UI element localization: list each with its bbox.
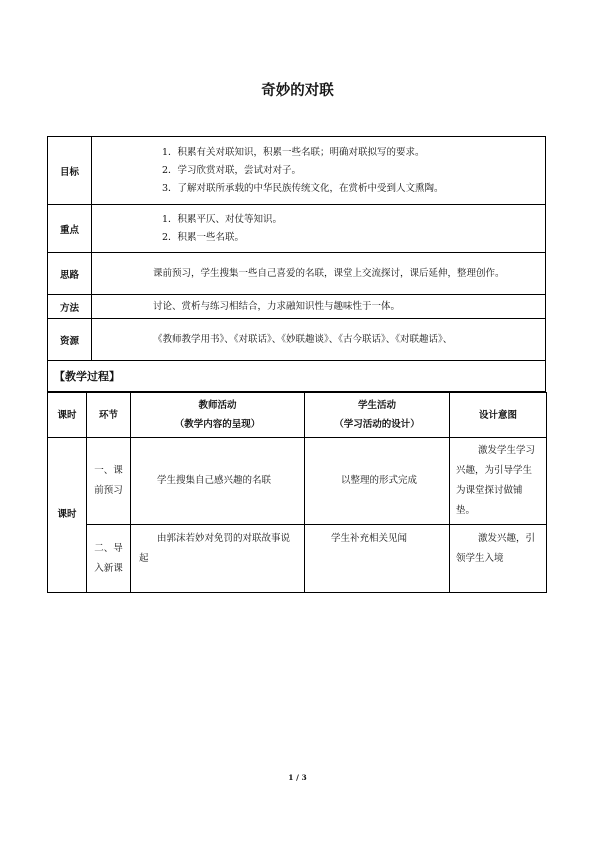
- stage-text: 二、导入新课: [94, 542, 123, 574]
- intent-cell: 激发兴趣，引领学生入境: [450, 525, 547, 593]
- intent-cell: 激发学生学习兴趣，为引导学生为课堂探讨做铺垫。: [450, 438, 547, 525]
- method-content: [92, 295, 546, 319]
- focus-label: 重点: [48, 205, 92, 253]
- teacher-cell: 由郭沫若妙对免罚的对联故事说起: [131, 525, 305, 593]
- student-cell: 学生补充相关见闻: [305, 525, 450, 593]
- stage-cell: [87, 438, 131, 525]
- resource-label: 资源: [48, 319, 92, 361]
- method-row: [48, 295, 546, 319]
- header-student-title: 学生活动: [357, 400, 396, 411]
- student-cell: 以整理的形式完成: [305, 438, 450, 525]
- header-teacher-title: 教师活动: [198, 400, 237, 411]
- header-period: 课时: [48, 393, 87, 438]
- header-student: [305, 393, 450, 438]
- method-label: 方法: [48, 295, 92, 319]
- focus-row: [48, 205, 546, 253]
- focus-item: 2．积累一些名联。: [162, 231, 245, 243]
- header-teacher-sub: （教学内容的呈现）: [174, 419, 261, 430]
- header-stage: 环节: [87, 393, 131, 438]
- process-section-title: 【教学过程】: [48, 361, 546, 392]
- goal-label: 目标: [48, 137, 92, 205]
- resource-row: [48, 319, 546, 361]
- teaching-process-table: [47, 392, 547, 593]
- header-intent: 设计意图: [450, 393, 547, 438]
- goal-content: [92, 137, 546, 205]
- period-cell: 课时: [48, 438, 87, 593]
- table-row: [48, 438, 547, 525]
- header-teacher: [131, 393, 305, 438]
- idea-label: 思路: [48, 253, 92, 295]
- idea-content: [92, 253, 546, 295]
- process-title-row: [48, 361, 546, 392]
- goal-item: 3．了解对联所承载的中华民族传统文化，在赏析中受到人文熏陶。: [162, 182, 444, 194]
- page-number: 1 / 3: [288, 773, 307, 782]
- resource-text: 《教师教学用书》、《对联话》、《妙联趣谈》、《古今联话》、《对联趣话》、: [153, 333, 453, 345]
- focus-item: 1．积累平仄、对仗等知识。: [162, 213, 283, 225]
- focus-content: [92, 205, 546, 253]
- idea-row: [48, 253, 546, 295]
- teacher-cell: 学生搜集自己感兴趣的名联: [131, 438, 305, 525]
- header-student-sub: （学习活动的设计）: [334, 419, 420, 430]
- resource-content: [92, 319, 546, 361]
- table-row: [48, 525, 547, 593]
- process-header-row: [48, 393, 547, 438]
- stage-cell: [87, 525, 131, 593]
- goal-row: [48, 137, 546, 205]
- method-text: 讨论、赏析与练习相结合，力求融知识性与趣味性于一体。: [153, 300, 401, 312]
- stage-text: 一、课前预习: [94, 465, 123, 496]
- document-title: 奇妙的对联: [261, 83, 334, 99]
- idea-text: 课前预习，学生搜集一些自己喜爱的名联，课堂上交流探讨，课后延伸，整理创作。: [153, 267, 505, 279]
- goal-item: 1．积累有关对联知识，积累一些名联；明确对联拟写的要求。: [162, 146, 425, 158]
- goal-item: 2．学习欣赏对联，尝试对对子。: [162, 164, 302, 176]
- lesson-info-table: [47, 136, 546, 392]
